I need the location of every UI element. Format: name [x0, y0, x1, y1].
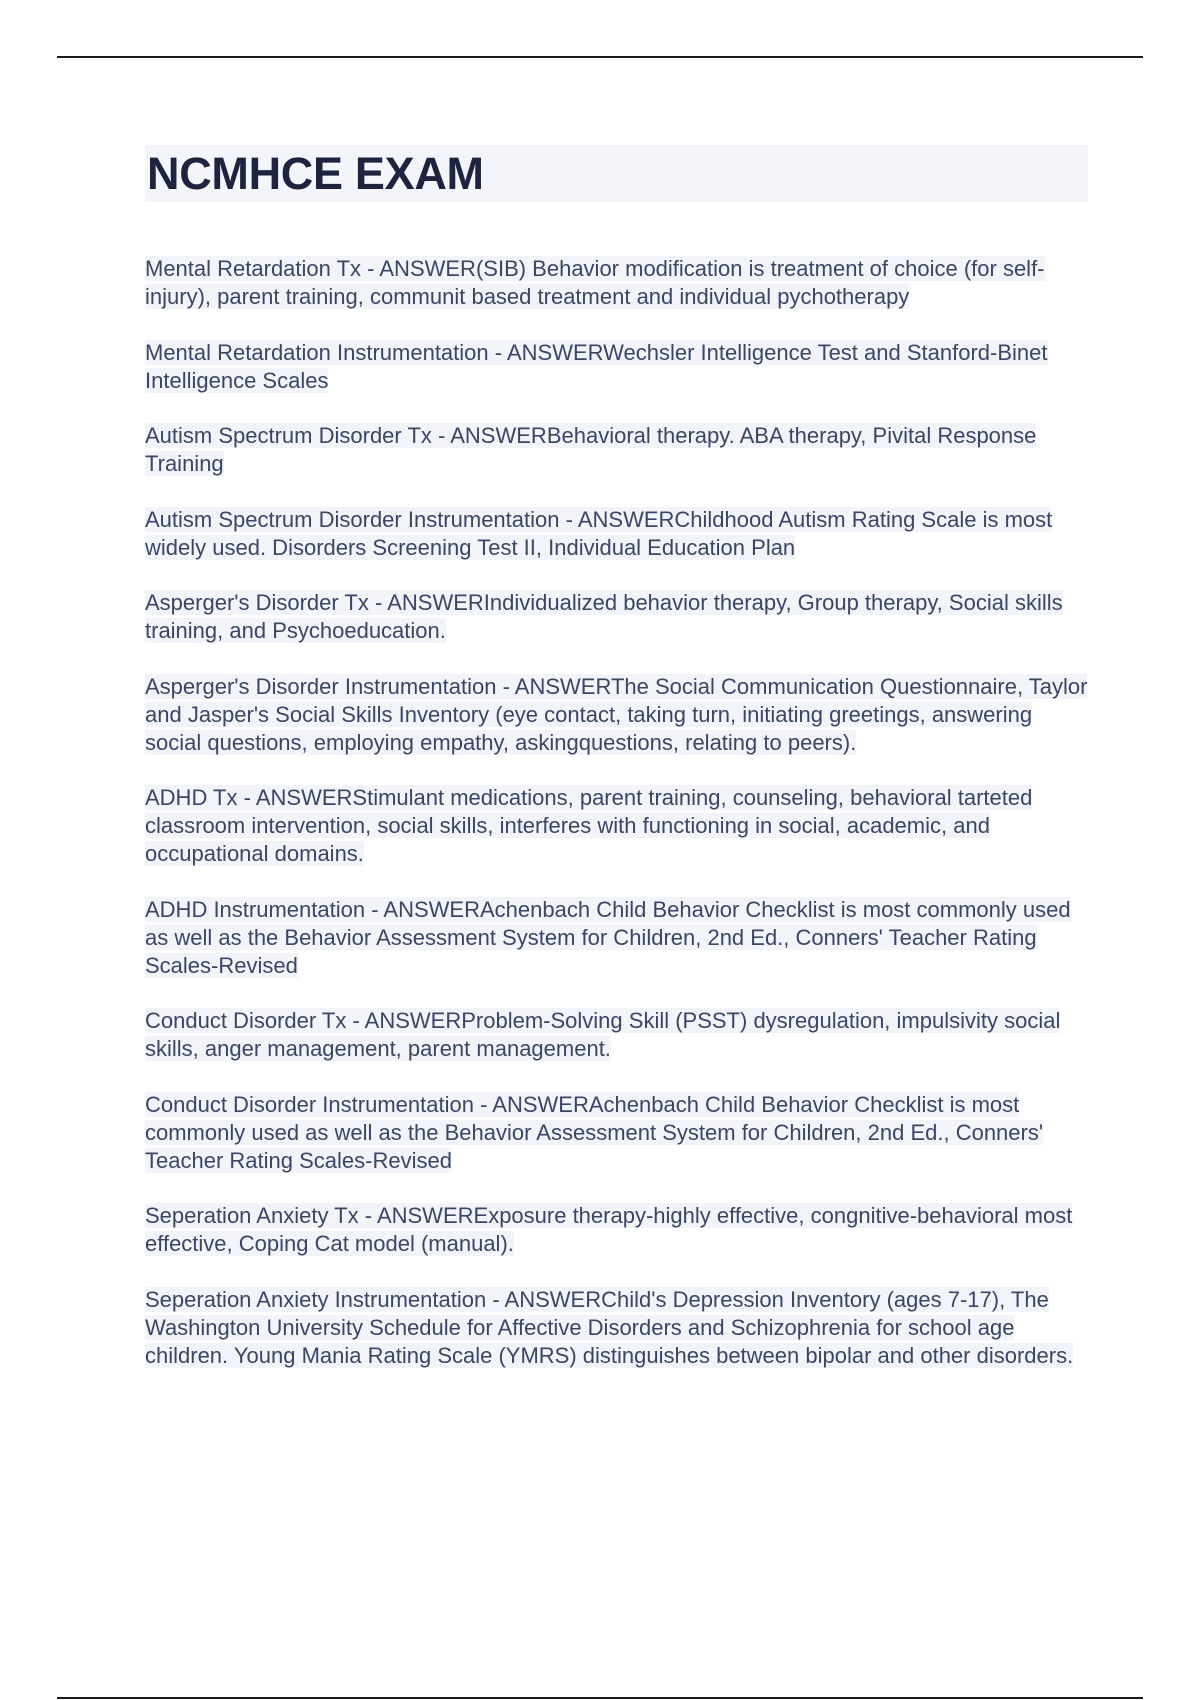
bottom-rule [57, 1697, 1143, 1699]
qa-term: Autism Spectrum Disorder Tx [145, 423, 432, 448]
qa-separator: - ANSWER [559, 506, 675, 532]
qa-item [145, 1202, 1090, 1258]
qa-answer: Achenbach Child Behavior Checklist is most commonly used as well as the Behavior Assessment System for Children, 2nd Ed., Conners' Teacher Rating Scales-Revised [145, 896, 1071, 978]
qa-item [145, 896, 1090, 980]
qa-text [145, 423, 1036, 476]
qa-item [145, 506, 1090, 562]
qa-term: Seperation Anxiety Tx [145, 1203, 359, 1228]
qa-item [145, 1091, 1090, 1175]
qa-text [145, 1203, 1072, 1256]
qa-term: Mental Retardation Tx [145, 256, 362, 281]
qa-answer: Problem-Solving Skill (PSST) dysregulation, impulsivity social skills, anger management, parent management. [145, 1008, 1061, 1061]
qa-term: ADHD Instrumentation [145, 896, 366, 922]
qa-separator: - ANSWER [496, 673, 611, 699]
qa-term: Autism Spectrum Disorder Instrumentation [145, 506, 560, 532]
qa-item [145, 784, 1090, 868]
qa-separator: - ANSWER [473, 1091, 589, 1117]
qa-answer: Behavioral therapy. ABA therapy, Pivital Response Training [145, 423, 1037, 476]
qa-text [145, 1092, 1043, 1173]
qa-separator: - ANSWER [358, 1203, 474, 1228]
qa-answer: Exposure therapy-highly effective, congnitive-behavioral most effective, Coping Cat model (manual). [145, 1203, 1073, 1256]
qa-text [145, 1008, 1060, 1061]
qa-text [145, 340, 1048, 393]
qa-answer: Wechsler Intelligence Test and Stanford-Binet Intelligence Scales [145, 339, 1048, 393]
qa-answer: Childhood Autism Rating Scale is most widely used. Disorders Screening Test II, Individual Education Plan [145, 506, 1053, 560]
qa-item [145, 589, 1090, 645]
qa-separator: - ANSWER [361, 256, 476, 281]
top-rule [57, 56, 1143, 58]
qa-separator: - ANSWER [237, 785, 353, 810]
qa-item [145, 422, 1090, 478]
qa-term: Asperger's Disorder Tx [145, 590, 369, 615]
qa-term: Mental Retardation Instrumentation [145, 339, 489, 365]
qa-text [145, 785, 1032, 866]
qa-separator: - ANSWER [365, 896, 480, 922]
qa-separator: - ANSWER [488, 339, 604, 365]
qa-text [145, 507, 1052, 560]
document-title: NCMHCE EXAM [147, 148, 484, 199]
qa-answer: (SIB) Behavior modification is treatment of choice (for self-injury), parent training, communit based treatment and individual pychotherapy [145, 256, 1045, 309]
qa-text [145, 897, 1071, 978]
qa-answer: Child's Depression Inventory (ages 7-17), The Washington University Schedule for Affective Disorders and Schizophrenia for school age children. Young Mania Rating Scale (YMRS) distinguishes between bipolar and other disorders. [145, 1286, 1074, 1368]
qa-item [145, 1286, 1090, 1370]
qa-answer: Individualized behavior therapy, Group therapy, Social skills training, and Psychoeducation. [145, 590, 1063, 643]
qa-separator: - ANSWER [368, 590, 484, 615]
qa-list [145, 255, 1090, 1397]
qa-separator: - ANSWER [346, 1008, 462, 1033]
qa-separator: - ANSWER [486, 1286, 602, 1312]
qa-separator: - ANSWER [431, 423, 547, 448]
qa-term: Seperation Anxiety Instrumentation [145, 1286, 487, 1312]
qa-answer: The Social Communication Questionnaire, Taylor and Jasper's Social Skills Inventory (eye contact, taking turn, initiating greetings, answering social questions, employing empathy, askingquestions, relating to peers). [145, 673, 1088, 755]
qa-text [145, 674, 1087, 755]
qa-term: Conduct Disorder Tx [145, 1008, 347, 1033]
qa-term: ADHD Tx [145, 785, 238, 810]
qa-item [145, 255, 1090, 311]
qa-answer: Stimulant medications, parent training, counseling, behavioral tarteted classroom intervention, social skills, interferes with functioning in social, academic, and occupational domains. [145, 785, 1033, 866]
qa-term: Conduct Disorder Instrumentation [145, 1091, 474, 1117]
qa-item [145, 1007, 1090, 1063]
qa-text [145, 1287, 1073, 1368]
qa-text [145, 256, 1045, 309]
qa-item [145, 673, 1090, 757]
qa-item [145, 339, 1090, 395]
qa-text [145, 590, 1063, 643]
qa-answer: Achenbach Child Behavior Checklist is most commonly used as well as the Behavior Assessment System for Children, 2nd Ed., Conners' Teacher Rating Scales-Revised [145, 1091, 1044, 1173]
qa-term: Asperger's Disorder Instrumentation [145, 673, 497, 699]
